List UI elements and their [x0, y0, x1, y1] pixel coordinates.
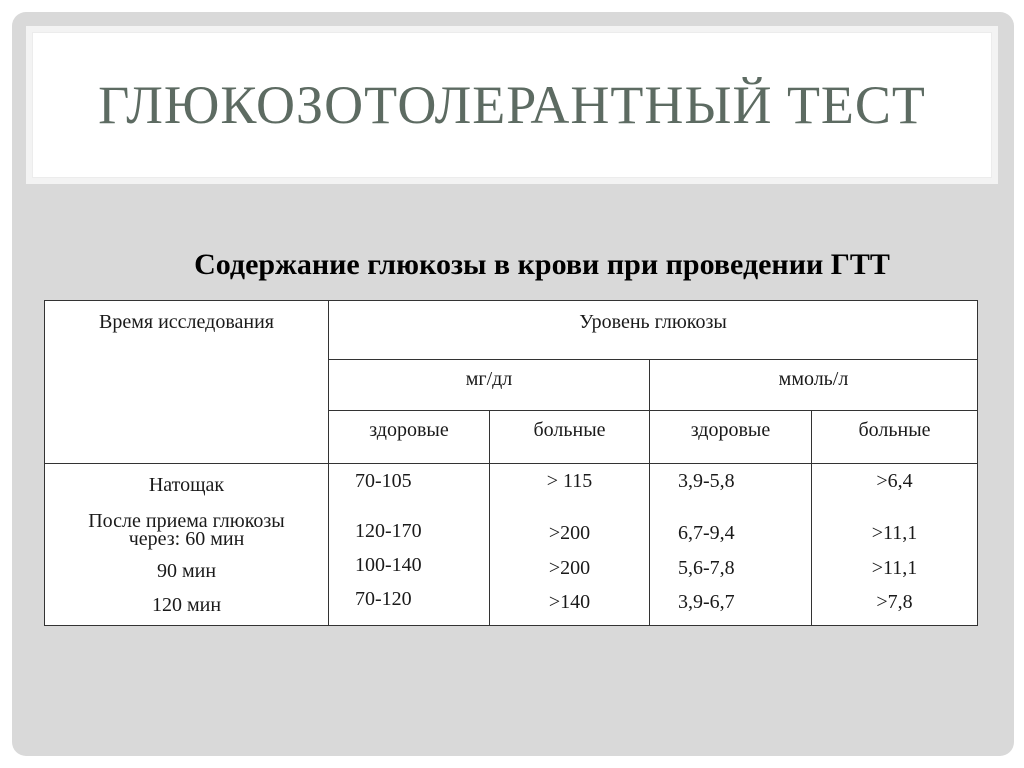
mmol-sick-90: >11,1 — [871, 557, 918, 579]
header-unit-mmol: ммоль/л — [650, 360, 978, 411]
time-fasting: Натощак — [148, 474, 225, 496]
mmol-healthy-fasting: 3,9-5,8 — [678, 470, 735, 492]
header-healthy-mgdl: здоровые — [329, 411, 490, 464]
mmol-sick-120: >7,8 — [876, 591, 913, 613]
slide — [12, 12, 1014, 756]
header-time: Время исследования — [45, 301, 329, 464]
mmol-sick-60: >11,1 — [871, 522, 918, 544]
header-sick-mmol: больные — [812, 411, 978, 464]
mgdl-healthy-60: 120-170 — [355, 520, 422, 542]
mmol-healthy-90: 5,6-7,8 — [678, 557, 735, 579]
mmol-healthy-120: 3,9-6,7 — [678, 591, 735, 613]
mgdl-healthy-column — [329, 464, 490, 626]
mmol-healthy-60: 6,7-9,4 — [678, 522, 735, 544]
mmol-healthy-column — [650, 464, 812, 626]
time-after-glucose: После приема глюкозы — [88, 510, 285, 532]
mgdl-healthy-90: 100-140 — [355, 554, 422, 576]
time-60-min: через: 60 мин — [128, 528, 245, 550]
glucose-table-wrapper — [44, 300, 977, 626]
mgdl-sick-90: >200 — [548, 557, 591, 579]
mgdl-healthy-fasting: 70-105 — [355, 470, 412, 492]
time-90-min: 90 мин — [156, 560, 217, 582]
mgdl-healthy-120: 70-120 — [355, 588, 412, 610]
mgdl-sick-120: >140 — [548, 591, 591, 613]
mgdl-sick-60: >200 — [548, 522, 591, 544]
title-band — [32, 32, 992, 178]
header-sick-mgdl: больные — [490, 411, 650, 464]
header-unit-mgdl: мг/дл — [329, 360, 650, 411]
mgdl-sick-column — [490, 464, 650, 626]
mmol-sick-fasting: >6,4 — [876, 470, 913, 492]
time-120-min: 120 мин — [151, 594, 222, 616]
mmol-sick-column — [812, 464, 978, 626]
header-glucose-level: Уровень глюкозы — [329, 301, 978, 360]
glucose-table — [44, 300, 978, 626]
header-healthy-mmol: здоровые — [650, 411, 812, 464]
slide-title: ГЛЮКОЗОТОЛЕРАНТНЫЙ ТЕСТ — [98, 75, 926, 135]
time-column — [45, 464, 329, 626]
mgdl-sick-fasting: > 115 — [546, 470, 593, 492]
slide-subtitle: Содержание глюкозы в крови при проведении ГТТ — [194, 248, 890, 281]
